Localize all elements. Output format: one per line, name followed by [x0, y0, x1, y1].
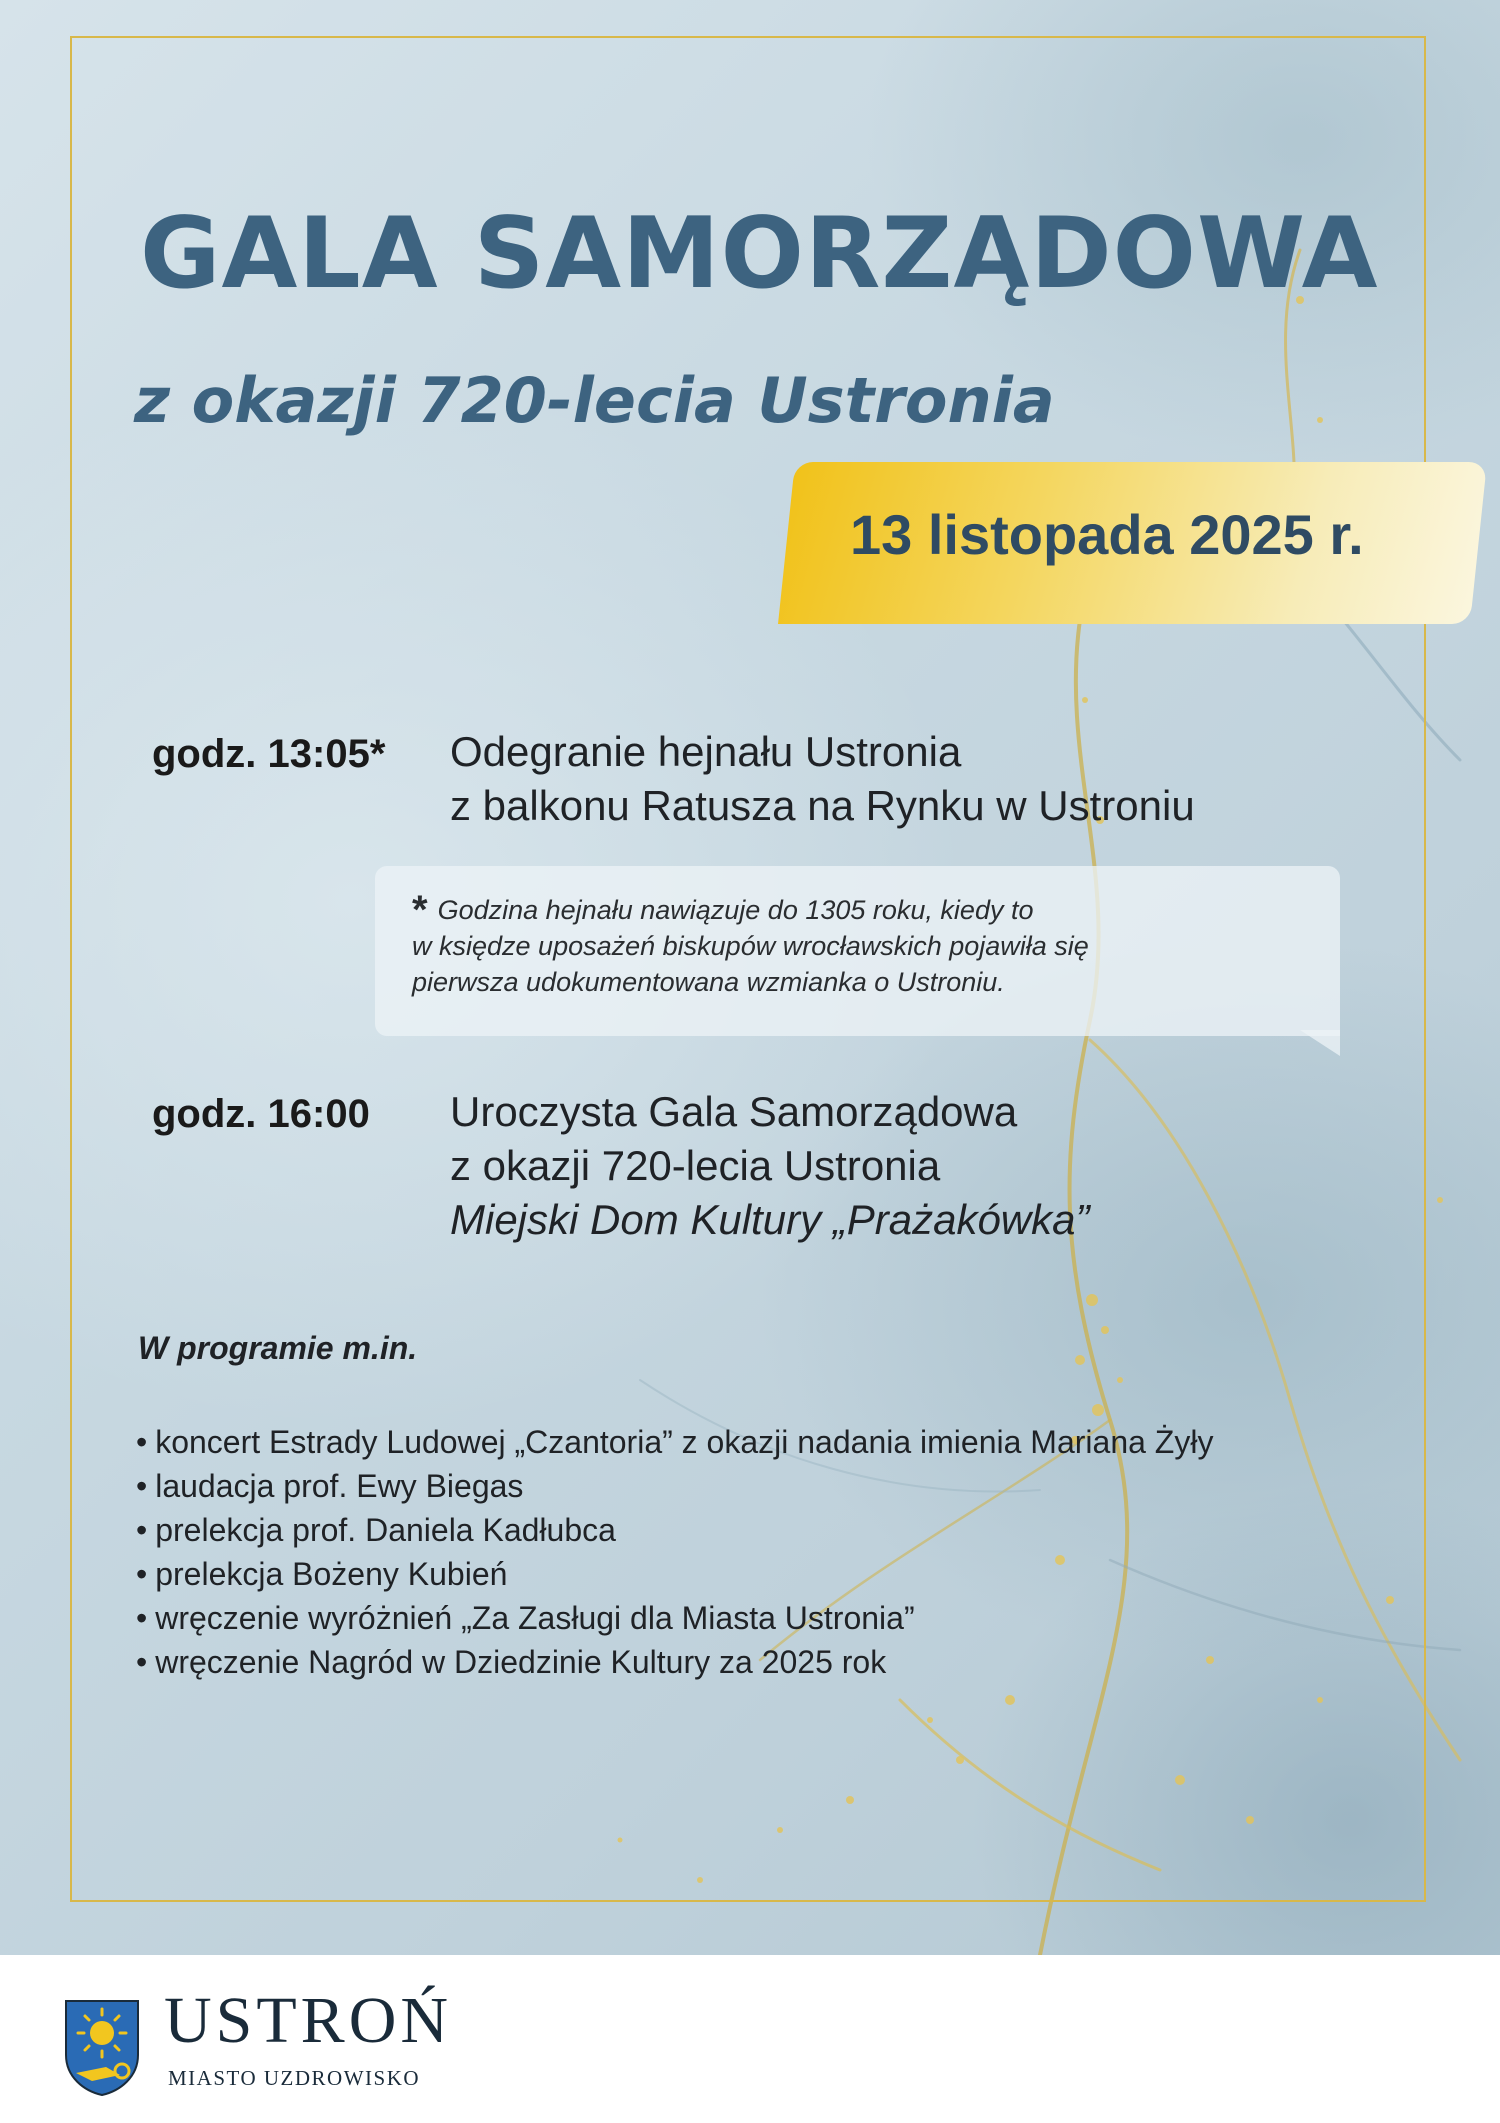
- city-name: USTROŃ: [164, 1984, 453, 2057]
- bullet: •: [136, 1512, 148, 1548]
- asterisk: *: [412, 888, 428, 932]
- note-box-tail: [1300, 1030, 1340, 1056]
- event-2-time: godz. 16:00: [152, 1092, 370, 1136]
- event-title: GALA SAMORZĄDOWA: [140, 197, 1379, 311]
- list-item: [136, 1552, 1213, 1596]
- list-item-text: prelekcja Bożeny Kubień: [155, 1556, 508, 1592]
- city-crest-icon: [62, 1997, 142, 2097]
- program-heading: W programie m.in.: [138, 1330, 418, 1366]
- event-2-venue: Miejski Dom Kultury „Prażakówka”: [450, 1196, 1090, 1243]
- list-item-text: wręczenie Nagród w Dziedzinie Kultury za 2025 rok: [155, 1644, 887, 1680]
- event-2-description: [450, 1085, 1089, 1247]
- event-date: 13 listopada 2025 r.: [850, 503, 1364, 566]
- list-item: [136, 1640, 1213, 1684]
- city-tagline: MIASTO UZDROWISKO: [168, 2066, 421, 2090]
- bullet: •: [136, 1600, 148, 1636]
- event-1-time: godz. 13:05*: [152, 732, 386, 776]
- bullet: •: [136, 1556, 148, 1592]
- note-line3: pierwsza udokumentowana wzmianka o Ustroniu.: [412, 967, 1005, 997]
- note-text: [412, 888, 1312, 1000]
- event-subtitle: z okazji 720-lecia Ustronia: [134, 364, 1055, 437]
- event-1-line2: z balkonu Ratusza na Rynku w Ustroniu: [450, 782, 1195, 829]
- event-1-description: [450, 725, 1195, 833]
- event-1-line1: Odegranie hejnału Ustronia: [450, 728, 962, 775]
- list-item: [136, 1508, 1213, 1552]
- bullet: •: [136, 1424, 148, 1460]
- event-2-line1: Uroczysta Gala Samorządowa: [450, 1088, 1018, 1135]
- note-line2: w księdze uposażeń biskupów wrocławskich pojawiła się: [412, 931, 1089, 961]
- list-item-text: wręczenie wyróżnień „Za Zasługi dla Miasta Ustronia”: [155, 1600, 915, 1636]
- bullet: •: [136, 1644, 148, 1680]
- list-item: [136, 1596, 1213, 1640]
- program-list: [136, 1420, 1213, 1684]
- list-item-text: koncert Estrady Ludowej „Czantoria” z okazji nadania imienia Mariana Żyły: [155, 1424, 1214, 1460]
- note-line1: Godzina hejnału nawiązuje do 1305 roku, kiedy to: [437, 895, 1034, 925]
- list-item-text: prelekcja prof. Daniela Kadłubca: [155, 1512, 616, 1548]
- bullet: •: [136, 1468, 148, 1504]
- event-2-line2: z okazji 720-lecia Ustronia: [450, 1142, 941, 1189]
- list-item-text: laudacja prof. Ewy Biegas: [155, 1468, 524, 1504]
- list-item: [136, 1464, 1213, 1508]
- list-item: [136, 1420, 1213, 1464]
